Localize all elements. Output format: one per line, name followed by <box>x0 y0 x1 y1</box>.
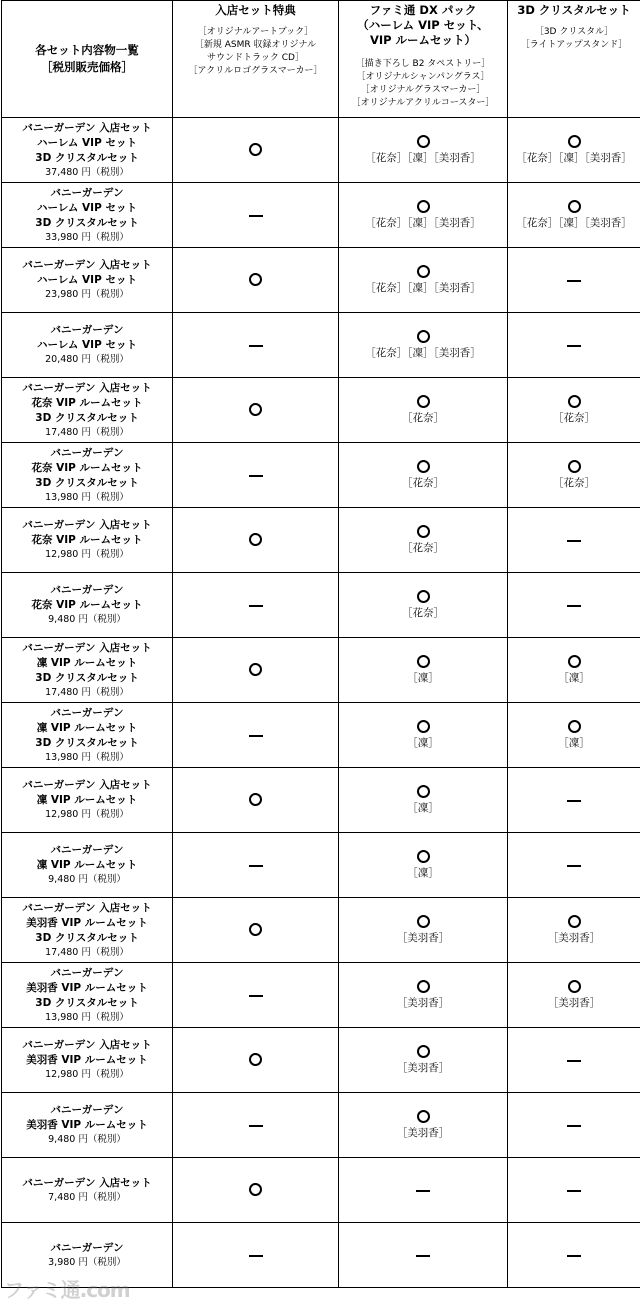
set-name-line: バニーガーデン 入店セット <box>22 641 152 654</box>
bonus-cell <box>173 508 339 573</box>
col-item: ［描き下ろし B2 タペストリー］ <box>355 59 491 69</box>
crystal-cell <box>508 1093 640 1158</box>
included-circle-icon <box>417 265 430 278</box>
crystal-cell <box>508 638 640 703</box>
table-row <box>2 118 640 183</box>
crystal-cell <box>508 1158 640 1223</box>
not-included-dash-icon <box>249 865 263 867</box>
set-name-cell <box>2 1028 173 1093</box>
table-row <box>2 638 640 703</box>
crystal-cell <box>508 378 640 443</box>
set-name-line: バニーガーデン 入店セット <box>22 779 152 791</box>
set-price: 7,480 円（税別） <box>48 1191 126 1203</box>
included-circle-icon <box>249 273 262 286</box>
col-item: ［ライトアップスタンド］ <box>520 40 628 50</box>
table-row <box>2 378 640 443</box>
set-name-cell <box>2 443 173 508</box>
dx-pack-cell <box>339 833 508 898</box>
set-name-line: 3D クリスタルセット <box>35 736 139 749</box>
set-name-cell <box>2 508 173 573</box>
crystal-cell <box>508 703 640 768</box>
set-name-line: バニーガーデン <box>50 706 124 719</box>
included-circle-icon <box>568 395 581 408</box>
bonus-cell <box>173 768 339 833</box>
set-price: 17,480 円（税別） <box>45 686 129 698</box>
dx-pack-cell <box>339 963 508 1028</box>
included-circle-icon <box>568 655 581 668</box>
character-list: ［美羽香］ <box>547 996 601 1009</box>
watermark-logo: ファミ通.com <box>4 1278 130 1302</box>
not-included-dash-icon <box>249 215 263 217</box>
set-contents-table <box>1 0 640 1288</box>
col-item: ［オリジナルアートブック］ <box>197 27 314 37</box>
set-name-line: バニーガーデン 入店セット <box>22 1039 152 1051</box>
not-included-dash-icon <box>567 1190 581 1192</box>
set-name-line: 凜 VIP ルームセット <box>36 859 138 871</box>
dx-pack-cell <box>339 1223 508 1288</box>
col-title-line: VIP ルームセット） <box>369 33 477 47</box>
set-price: 17,480 円（税別） <box>45 946 129 958</box>
character-list: ［花奈］［凜］［美羽香］ <box>365 281 481 294</box>
corner-cell <box>2 1 173 118</box>
col-item: ［3D クリスタル］ <box>534 27 614 37</box>
not-included-dash-icon <box>249 995 263 997</box>
not-included-dash-icon <box>567 800 581 802</box>
character-list: ［美羽香］ <box>396 931 450 944</box>
set-name-cell <box>2 378 173 443</box>
col-items <box>508 26 640 52</box>
set-name-line: 3D クリスタルセット <box>35 216 139 229</box>
not-included-dash-icon <box>567 1060 581 1062</box>
col-header-bonus <box>173 1 339 118</box>
included-circle-icon <box>249 923 262 936</box>
set-price: 23,980 円（税別） <box>45 289 129 300</box>
not-included-dash-icon <box>249 345 263 347</box>
set-price: 9,480 円（税別） <box>48 614 126 625</box>
bonus-cell <box>173 1223 339 1288</box>
included-circle-icon <box>417 200 430 213</box>
set-name-line: ハーレム VIP セット <box>37 136 137 149</box>
not-included-dash-icon <box>249 735 263 737</box>
bonus-cell <box>173 1093 339 1158</box>
table-body <box>2 118 640 1288</box>
dx-pack-cell <box>339 313 508 378</box>
character-list: ［花奈］［凜］［美羽香］ <box>365 216 481 229</box>
set-name-cell <box>2 963 173 1028</box>
set-name-line: ハーレム VIP セット <box>37 274 137 286</box>
not-included-dash-icon <box>567 1125 581 1127</box>
character-list: ［花奈］［凜］［美羽香］ <box>516 216 632 229</box>
included-circle-icon <box>249 403 262 416</box>
dx-pack-cell <box>339 183 508 248</box>
col-title-line: ファミ通 DX パック <box>369 3 477 17</box>
set-price: 20,480 円（税別） <box>45 354 129 365</box>
col-title <box>339 3 507 48</box>
set-name-line: バニーガーデン <box>50 446 124 459</box>
set-name-cell <box>2 118 173 183</box>
included-circle-icon <box>417 525 430 538</box>
character-list: ［美羽香］ <box>396 1126 450 1139</box>
crystal-cell <box>508 1028 640 1093</box>
set-name-line: バニーガーデン <box>50 584 124 596</box>
dx-pack-cell <box>339 118 508 183</box>
set-price: 3,980 円（税別） <box>48 1256 126 1268</box>
set-name-cell <box>2 1093 173 1158</box>
set-name-line: ハーレム VIP セット <box>37 201 137 214</box>
set-name-line: 花奈 VIP ルームセット <box>31 599 143 611</box>
crystal-cell <box>508 443 640 508</box>
bonus-cell <box>173 638 339 703</box>
included-circle-icon <box>568 980 581 993</box>
character-list: ［美羽香］ <box>547 931 601 944</box>
dx-pack-cell <box>339 703 508 768</box>
set-name-cell <box>2 768 173 833</box>
set-price: 12,980 円（税別） <box>45 1069 129 1080</box>
col-item: サウンドトラック CD］ <box>207 53 304 63</box>
set-name-line: 3D クリスタルセット <box>35 151 139 164</box>
not-included-dash-icon <box>567 865 581 867</box>
col-item: ［アクリルロゴグラスマーカー］ <box>188 66 323 76</box>
table-row <box>2 1158 640 1223</box>
bonus-cell <box>173 573 339 638</box>
character-list: ［花奈］ <box>402 476 444 489</box>
included-circle-icon <box>568 915 581 928</box>
set-name-cell <box>2 898 173 963</box>
bonus-cell <box>173 313 339 378</box>
character-list: ［花奈］［凜］［美羽香］ <box>516 151 632 164</box>
dx-pack-cell <box>339 378 508 443</box>
included-circle-icon <box>417 850 430 863</box>
crystal-cell <box>508 508 640 573</box>
set-name-line: 3D クリスタルセット <box>35 411 139 424</box>
dx-pack-cell <box>339 508 508 573</box>
set-name-line: バニーガーデン 入店セット <box>22 519 152 531</box>
not-included-dash-icon <box>567 605 581 607</box>
character-list: ［凜］ <box>407 866 439 879</box>
col-item: ［新規 ASMR 収録オリジナル <box>194 40 317 50</box>
set-name-line: バニーガーデン 入店セット <box>22 1176 152 1189</box>
character-list: ［凜］ <box>407 801 439 814</box>
character-list: ［花奈］ <box>553 476 595 489</box>
set-name-line: バニーガーデン 入店セット <box>22 901 152 914</box>
table-row <box>2 443 640 508</box>
col-item: ［オリジナルシャンパングラス］ <box>356 72 490 82</box>
set-name-line: 花奈 VIP ルームセット <box>31 461 143 474</box>
set-price: 33,980 円（税別） <box>45 231 129 243</box>
included-circle-icon <box>249 793 262 806</box>
table-row <box>2 768 640 833</box>
set-name-line: 凜 VIP ルームセット <box>36 721 138 734</box>
included-circle-icon <box>249 663 262 676</box>
dx-pack-cell <box>339 443 508 508</box>
crystal-cell <box>508 248 640 313</box>
col-title-line: （ハーレム VIP セット、 <box>357 18 489 32</box>
included-circle-icon <box>417 135 430 148</box>
included-circle-icon <box>417 590 430 603</box>
set-name-line: 3D クリスタルセット <box>35 476 139 489</box>
included-circle-icon <box>417 980 430 993</box>
included-circle-icon <box>417 330 430 343</box>
set-name-line: バニーガーデン <box>50 186 124 199</box>
header-row <box>2 1 640 118</box>
set-name-cell <box>2 833 173 898</box>
not-included-dash-icon <box>416 1190 430 1192</box>
set-name-line: 美羽香 VIP ルームセット <box>26 916 148 929</box>
crystal-cell <box>508 833 640 898</box>
table-row <box>2 833 640 898</box>
not-included-dash-icon <box>567 345 581 347</box>
set-name-line: 凜 VIP ルームセット <box>36 656 138 669</box>
bonus-cell <box>173 248 339 313</box>
crystal-cell <box>508 118 640 183</box>
not-included-dash-icon <box>249 605 263 607</box>
col-items <box>173 26 338 78</box>
set-price: 9,480 円（税別） <box>48 1134 126 1145</box>
not-included-dash-icon <box>416 1255 430 1257</box>
col-header-crystal <box>508 1 640 118</box>
bonus-cell <box>173 1158 339 1223</box>
character-list: ［花奈］ <box>402 411 444 424</box>
included-circle-icon <box>249 1183 262 1196</box>
set-name-line: バニーガーデン 入店セット <box>22 121 152 134</box>
set-name-line: 凜 VIP ルームセット <box>36 794 138 806</box>
table-row <box>2 248 640 313</box>
set-name-line: 美羽香 VIP ルームセット <box>26 1054 148 1066</box>
character-list: ［美羽香］ <box>396 996 450 1009</box>
set-name-line: 美羽香 VIP ルームセット <box>26 981 148 994</box>
crystal-cell <box>508 573 640 638</box>
dx-pack-cell <box>339 898 508 963</box>
bonus-cell <box>173 183 339 248</box>
character-list: ［凜］ <box>407 736 439 749</box>
set-name-cell <box>2 313 173 378</box>
character-list: ［凜］ <box>407 671 439 684</box>
included-circle-icon <box>417 655 430 668</box>
table-row <box>2 898 640 963</box>
set-name-line: 美羽香 VIP ルームセット <box>26 1119 148 1131</box>
set-name-cell <box>2 638 173 703</box>
included-circle-icon <box>249 143 262 156</box>
included-circle-icon <box>417 1045 430 1058</box>
set-price: 13,980 円（税別） <box>45 751 129 763</box>
set-price: 17,480 円（税別） <box>45 426 129 438</box>
character-list: ［美羽香］ <box>396 1061 450 1074</box>
set-price: 37,480 円（税別） <box>45 166 129 178</box>
table-row <box>2 963 640 1028</box>
dx-pack-cell <box>339 1158 508 1223</box>
not-included-dash-icon <box>249 1255 263 1257</box>
included-circle-icon <box>417 1110 430 1123</box>
bonus-cell <box>173 378 339 443</box>
set-name-cell <box>2 1158 173 1223</box>
set-name-line: バニーガーデン <box>50 966 124 979</box>
dx-pack-cell <box>339 1028 508 1093</box>
set-price: 12,980 円（税別） <box>45 549 129 560</box>
included-circle-icon <box>249 533 262 546</box>
set-price: 12,980 円（税別） <box>45 809 129 820</box>
corner-subtitle: ［税別販売価格］ <box>41 60 133 74</box>
character-list: ［花奈］ <box>402 541 444 554</box>
set-name-cell <box>2 183 173 248</box>
corner-title: 各セット内容物一覧 <box>35 43 139 57</box>
crystal-cell <box>508 898 640 963</box>
included-circle-icon <box>568 720 581 733</box>
set-name-line: バニーガーデン 入店セット <box>22 259 152 271</box>
included-circle-icon <box>417 720 430 733</box>
col-header-dx <box>339 1 508 118</box>
set-name-line: バニーガーデン <box>50 1104 124 1116</box>
set-price: 13,980 円（税別） <box>45 1011 129 1023</box>
character-list: ［凜］ <box>558 671 590 684</box>
not-included-dash-icon <box>249 1125 263 1127</box>
included-circle-icon <box>568 135 581 148</box>
not-included-dash-icon <box>249 475 263 477</box>
bonus-cell <box>173 703 339 768</box>
character-list: ［花奈］ <box>553 411 595 424</box>
included-circle-icon <box>568 200 581 213</box>
table-row <box>2 1028 640 1093</box>
dx-pack-cell <box>339 248 508 313</box>
set-name-line: 3D クリスタルセット <box>35 931 139 944</box>
set-name-cell <box>2 573 173 638</box>
dx-pack-cell <box>339 573 508 638</box>
bonus-cell <box>173 118 339 183</box>
set-name-line: バニーガーデン 入店セット <box>22 381 152 394</box>
bonus-cell <box>173 443 339 508</box>
table-row <box>2 703 640 768</box>
table-row <box>2 183 640 248</box>
included-circle-icon <box>417 915 430 928</box>
crystal-cell <box>508 183 640 248</box>
dx-pack-cell <box>339 638 508 703</box>
col-title: 入店セット特典 <box>215 3 296 17</box>
set-name-cell <box>2 703 173 768</box>
table-row <box>2 313 640 378</box>
col-item: ［オリジナルグラスマーカー］ <box>360 85 486 95</box>
included-circle-icon <box>417 785 430 798</box>
set-name-line: 花奈 VIP ルームセット <box>31 534 143 546</box>
set-name-line: バニーガーデン <box>50 844 124 856</box>
crystal-cell <box>508 1223 640 1288</box>
set-name-line: 3D クリスタルセット <box>35 996 139 1009</box>
set-price: 9,480 円（税別） <box>48 874 126 885</box>
col-items <box>339 58 507 110</box>
table-row <box>2 573 640 638</box>
not-included-dash-icon <box>567 540 581 542</box>
character-list: ［凜］ <box>558 736 590 749</box>
set-name-line: 花奈 VIP ルームセット <box>31 396 143 409</box>
set-name-line: ハーレム VIP セット <box>37 339 137 351</box>
table-row <box>2 1093 640 1158</box>
not-included-dash-icon <box>567 1255 581 1257</box>
col-item: ［オリジナルアクリルコースター］ <box>351 98 495 108</box>
not-included-dash-icon <box>567 280 581 282</box>
bonus-cell <box>173 898 339 963</box>
included-circle-icon <box>568 460 581 473</box>
table-row <box>2 508 640 573</box>
set-price: 13,980 円（税別） <box>45 491 129 503</box>
crystal-cell <box>508 768 640 833</box>
set-name-cell <box>2 248 173 313</box>
crystal-cell <box>508 963 640 1028</box>
bonus-cell <box>173 833 339 898</box>
included-circle-icon <box>417 460 430 473</box>
character-list: ［花奈］ <box>402 606 444 619</box>
included-circle-icon <box>249 1053 262 1066</box>
bonus-cell <box>173 1028 339 1093</box>
bonus-cell <box>173 963 339 1028</box>
character-list: ［花奈］［凜］［美羽香］ <box>365 346 481 359</box>
col-title: 3D クリスタルセット <box>517 3 631 17</box>
included-circle-icon <box>417 395 430 408</box>
character-list: ［花奈］［凜］［美羽香］ <box>365 151 481 164</box>
set-name-line: 3D クリスタルセット <box>35 671 139 684</box>
dx-pack-cell <box>339 768 508 833</box>
dx-pack-cell <box>339 1093 508 1158</box>
set-name-line: バニーガーデン <box>50 1241 124 1254</box>
crystal-cell <box>508 313 640 378</box>
set-name-line: バニーガーデン <box>50 324 124 336</box>
